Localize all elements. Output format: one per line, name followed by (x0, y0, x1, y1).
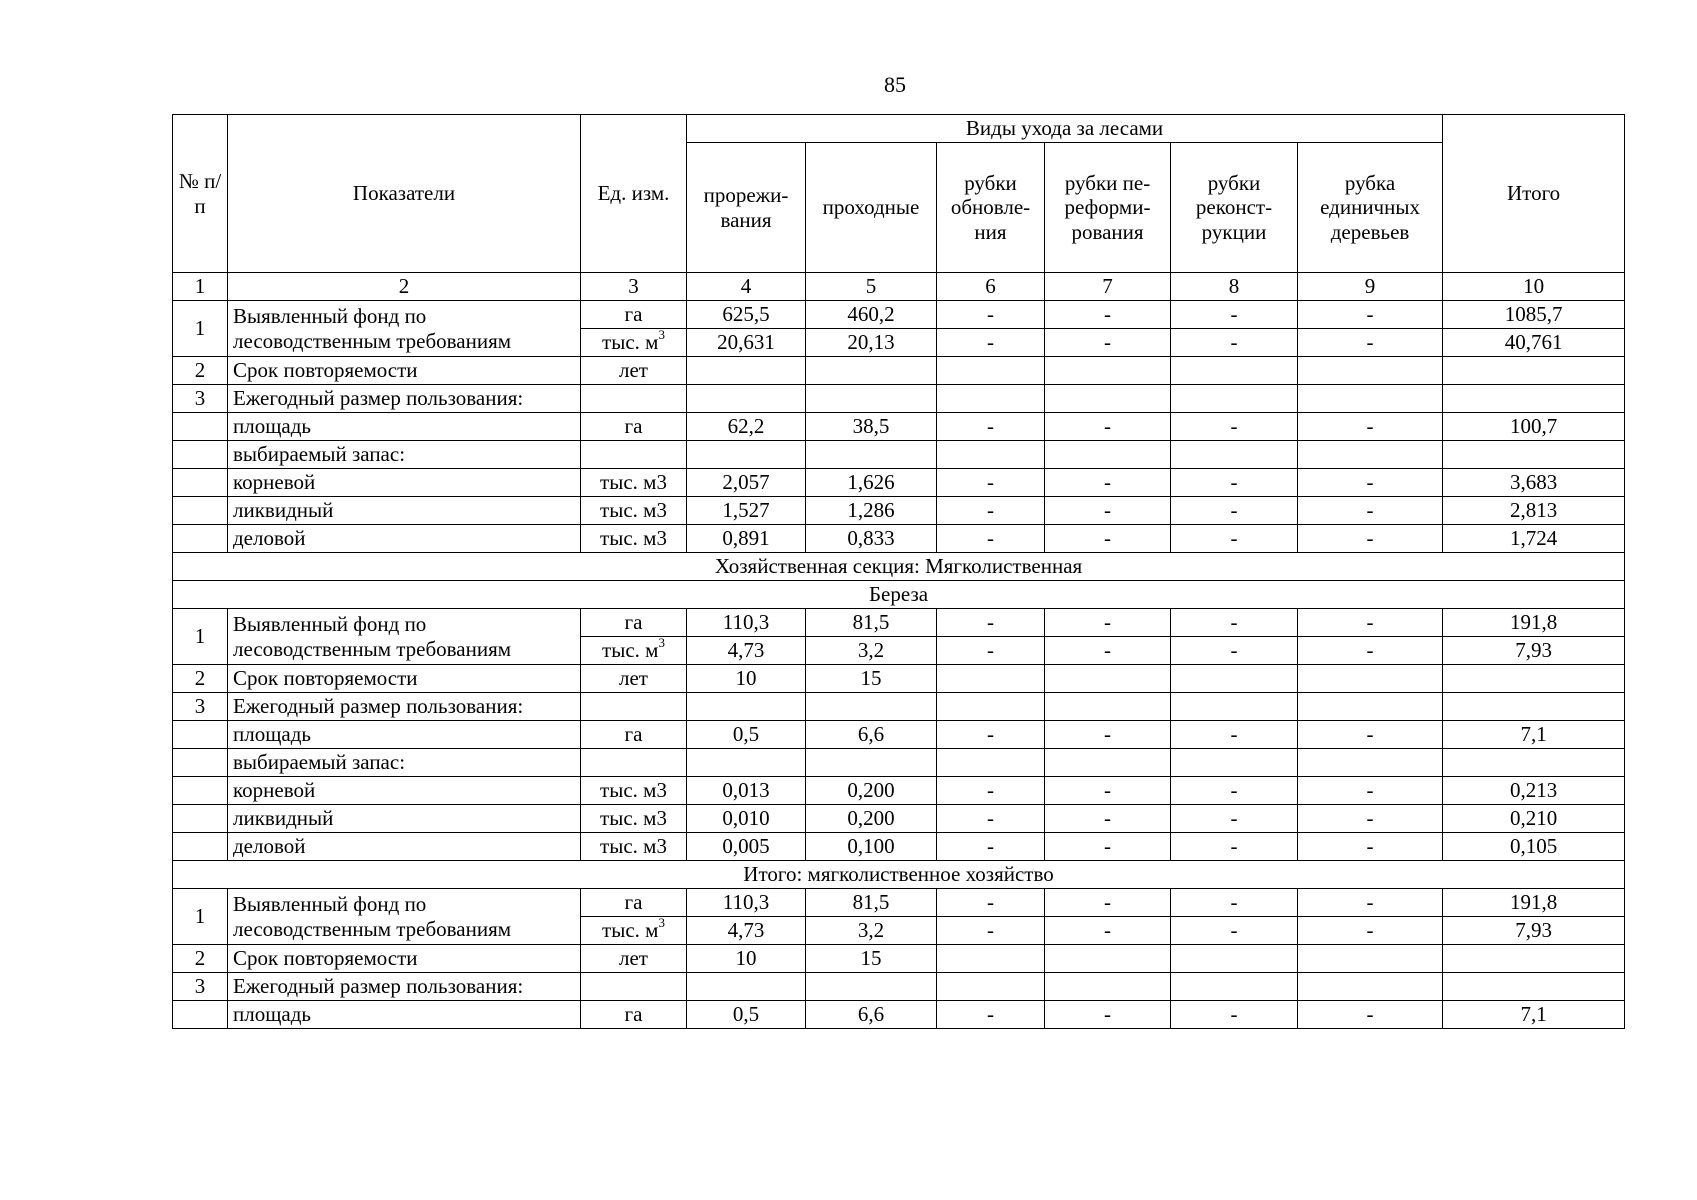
empty-cell (581, 385, 687, 413)
row-number (173, 525, 228, 553)
value-thinning: 0,013 (687, 777, 806, 805)
empty-cell (1171, 945, 1298, 973)
value-total: 1,724 (1443, 525, 1625, 553)
unit-cell: га (581, 889, 687, 917)
indicator-label: площадь (228, 721, 581, 749)
unit-cell: лет (581, 945, 687, 973)
empty-cell (687, 385, 806, 413)
value-passing: 0,100 (806, 833, 937, 861)
dash-cell: - (1045, 889, 1171, 917)
value-passing: 81,5 (806, 609, 937, 637)
dash-cell: - (1298, 889, 1443, 917)
fund-label-line1: Выявленный фонд по (233, 304, 427, 329)
fund-label-line1: Выявленный фонд по (233, 612, 427, 637)
area-row (173, 721, 1625, 749)
dash-cell: - (1298, 301, 1443, 329)
indicator-label (228, 609, 581, 665)
fund-row-ha (173, 889, 1625, 917)
dash-cell: - (937, 777, 1045, 805)
unit-cell: га (581, 301, 687, 329)
dash-cell: - (1298, 329, 1443, 357)
row-number (173, 441, 228, 469)
dash-cell: - (1045, 609, 1171, 637)
dash-cell: - (1045, 777, 1171, 805)
dash-cell: - (1171, 805, 1298, 833)
unit-cell: га (581, 413, 687, 441)
value-thinning: 62,2 (687, 413, 806, 441)
value-total: 3,683 (1443, 469, 1625, 497)
header-type-reformation: рубки пе-реформи-рования (1045, 143, 1171, 273)
value-thinning: 1,527 (687, 497, 806, 525)
dash-cell: - (1045, 497, 1171, 525)
dash-cell: - (1298, 721, 1443, 749)
empty-cell (1171, 973, 1298, 1001)
value-passing: 15 (806, 665, 937, 693)
dash-cell: - (1045, 525, 1171, 553)
period-row (173, 357, 1625, 385)
row-number (173, 1001, 228, 1029)
value-passing: 0,833 (806, 525, 937, 553)
unit-cell: лет (581, 357, 687, 385)
value-thinning: 0,5 (687, 721, 806, 749)
dash-cell: - (1045, 917, 1171, 945)
empty-cell (581, 973, 687, 1001)
dash-cell: - (1045, 805, 1171, 833)
annual-row (173, 973, 1625, 1001)
col-number: 1 (173, 273, 228, 301)
col-number: 3 (581, 273, 687, 301)
table-body (173, 115, 1625, 1029)
empty-cell (1045, 973, 1171, 1001)
unit-cell: га (581, 609, 687, 637)
col-number: 10 (1443, 273, 1625, 301)
row-number (173, 805, 228, 833)
value-total: 7,1 (1443, 1001, 1625, 1029)
root-row (173, 777, 1625, 805)
unit-superscript: 3 (658, 636, 665, 651)
section-subheading-row (173, 581, 1625, 609)
fund-row-ha (173, 301, 1625, 329)
value-passing: 38,5 (806, 413, 937, 441)
empty-cell (806, 973, 937, 1001)
value-thinning: 10 (687, 665, 806, 693)
value-passing: 0,200 (806, 805, 937, 833)
empty-cell (937, 749, 1045, 777)
fund-label-line2: лесоводственным требованиям (233, 916, 512, 941)
row-number: 3 (173, 973, 228, 1001)
value-passing: 81,5 (806, 889, 937, 917)
dash-cell: - (1171, 609, 1298, 637)
header-num: № п/п (173, 115, 228, 273)
row-number: 1 (173, 301, 228, 357)
value-total: 7,93 (1443, 637, 1625, 665)
annual-row (173, 385, 1625, 413)
dash-cell: - (1045, 469, 1171, 497)
indicator-label: Срок повторяемости (228, 357, 581, 385)
dash-cell: - (1171, 469, 1298, 497)
empty-cell (1298, 385, 1443, 413)
dash-cell: - (1045, 1001, 1171, 1029)
empty-cell (687, 973, 806, 1001)
value-thinning: 4,73 (687, 637, 806, 665)
header-type-reconstruction: рубки реконст-рукции (1171, 143, 1298, 273)
value-total: 7,1 (1443, 721, 1625, 749)
row-number: 2 (173, 357, 228, 385)
area-row (173, 413, 1625, 441)
value-thinning: 0,005 (687, 833, 806, 861)
indicator-label: Срок повторяемости (228, 945, 581, 973)
dash-cell: - (1298, 413, 1443, 441)
unit-thous-m3 (602, 330, 665, 354)
value-total: 191,8 (1443, 609, 1625, 637)
liquid-row (173, 805, 1625, 833)
dash-cell: - (1171, 833, 1298, 861)
unit-superscript: 3 (658, 328, 665, 343)
row-number: 3 (173, 385, 228, 413)
value-thinning (687, 357, 806, 385)
indicator-label: площадь (228, 1001, 581, 1029)
dash-cell: - (937, 413, 1045, 441)
empty-cell (1298, 945, 1443, 973)
value-thinning: 110,3 (687, 889, 806, 917)
section-heading-row (173, 861, 1625, 889)
dash-cell: - (937, 469, 1045, 497)
dash-cell: - (1171, 889, 1298, 917)
business-row (173, 833, 1625, 861)
empty-cell (1045, 749, 1171, 777)
col-number: 2 (228, 273, 581, 301)
dash-cell: - (937, 1001, 1045, 1029)
value-passing: 1,286 (806, 497, 937, 525)
value-total: 2,813 (1443, 497, 1625, 525)
empty-cell (1443, 357, 1625, 385)
empty-cell (1443, 441, 1625, 469)
dash-cell: - (1045, 413, 1171, 441)
business-row (173, 525, 1625, 553)
indicator-label: Ежегодный размер пользования: (228, 693, 581, 721)
empty-cell (937, 693, 1045, 721)
dash-cell: - (937, 833, 1045, 861)
unit-thous-m3 (602, 638, 665, 662)
empty-cell (1171, 441, 1298, 469)
indicator-label: ликвидный (228, 497, 581, 525)
row-number (173, 497, 228, 525)
dash-cell: - (1171, 525, 1298, 553)
value-total: 0,213 (1443, 777, 1625, 805)
value-passing: 1,626 (806, 469, 937, 497)
indicator-label (228, 301, 581, 357)
value-total: 7,93 (1443, 917, 1625, 945)
liquid-row (173, 497, 1625, 525)
row-number (173, 833, 228, 861)
value-thinning: 4,73 (687, 917, 806, 945)
row-number (173, 749, 228, 777)
empty-cell (1045, 357, 1171, 385)
value-thinning: 0,010 (687, 805, 806, 833)
indicator-label: выбираемый запас: (228, 749, 581, 777)
empty-cell (806, 693, 937, 721)
value-thinning: 0,5 (687, 1001, 806, 1029)
forest-care-table (172, 114, 1625, 1029)
period-row (173, 945, 1625, 973)
empty-cell (1443, 665, 1625, 693)
indicator-label: деловой (228, 525, 581, 553)
value-total: 0,210 (1443, 805, 1625, 833)
unit-cell (581, 329, 687, 357)
root-row (173, 469, 1625, 497)
section-heading-row (173, 553, 1625, 581)
section-heading: Итого: мягколиственное хозяйство (173, 861, 1625, 889)
dash-cell: - (937, 637, 1045, 665)
col-number: 6 (937, 273, 1045, 301)
value-passing: 3,2 (806, 637, 937, 665)
dash-cell: - (937, 805, 1045, 833)
header-row (173, 115, 1625, 143)
empty-cell (1171, 665, 1298, 693)
value-total: 0,105 (1443, 833, 1625, 861)
dash-cell: - (1171, 721, 1298, 749)
empty-cell (1298, 441, 1443, 469)
row-number (173, 413, 228, 441)
row-number (173, 721, 228, 749)
empty-cell (937, 945, 1045, 973)
indicator-label: выбираемый запас: (228, 441, 581, 469)
value-thinning: 625,5 (687, 301, 806, 329)
section-subheading: Береза (173, 581, 1625, 609)
dash-cell: - (937, 301, 1045, 329)
value-passing: 0,200 (806, 777, 937, 805)
unit-text: тыс. м (602, 638, 659, 663)
value-passing: 3,2 (806, 917, 937, 945)
unit-cell: тыс. м3 (581, 805, 687, 833)
header-type-single-trees: рубка единичных деревьев (1298, 143, 1443, 273)
empty-cell (1443, 749, 1625, 777)
dash-cell: - (1298, 833, 1443, 861)
dash-cell: - (937, 917, 1045, 945)
dash-cell: - (1298, 469, 1443, 497)
unit-text: тыс. м (602, 918, 659, 943)
indicator-label (228, 889, 581, 945)
empty-cell (806, 385, 937, 413)
unit-text: тыс. м (602, 330, 659, 355)
column-numbers-row (173, 273, 1625, 301)
header-type-passing: проходные (806, 143, 937, 273)
value-total: 1085,7 (1443, 301, 1625, 329)
header-care-types: Виды ухода за лесами (687, 115, 1443, 143)
value-thinning: 20,631 (687, 329, 806, 357)
empty-cell (687, 441, 806, 469)
unit-cell: лет (581, 665, 687, 693)
empty-cell (1171, 357, 1298, 385)
area-row (173, 1001, 1625, 1029)
indicator-label: корневой (228, 777, 581, 805)
unit-cell (581, 917, 687, 945)
value-passing (806, 357, 937, 385)
dash-cell: - (937, 609, 1045, 637)
row-number (173, 777, 228, 805)
unit-cell (581, 637, 687, 665)
empty-cell (1045, 945, 1171, 973)
value-total: 40,761 (1443, 329, 1625, 357)
value-thinning: 2,057 (687, 469, 806, 497)
unit-cell: тыс. м3 (581, 777, 687, 805)
empty-cell (581, 693, 687, 721)
dash-cell: - (1298, 637, 1443, 665)
empty-cell (581, 749, 687, 777)
empty-cell (1298, 665, 1443, 693)
dash-cell: - (937, 497, 1045, 525)
empty-cell (1045, 693, 1171, 721)
empty-cell (937, 357, 1045, 385)
dash-cell: - (1171, 637, 1298, 665)
empty-cell (1443, 945, 1625, 973)
fund-label-line1: Выявленный фонд по (233, 892, 427, 917)
dash-cell: - (1045, 301, 1171, 329)
dash-cell: - (1171, 917, 1298, 945)
unit-cell: тыс. м3 (581, 833, 687, 861)
indicator-label: ликвидный (228, 805, 581, 833)
value-total: 100,7 (1443, 413, 1625, 441)
indicator-label: деловой (228, 833, 581, 861)
dash-cell: - (1171, 329, 1298, 357)
dash-cell: - (1171, 301, 1298, 329)
value-thinning: 10 (687, 945, 806, 973)
annual-row (173, 693, 1625, 721)
header-type-renewal: рубки обновле-ния (937, 143, 1045, 273)
empty-cell (1298, 693, 1443, 721)
dash-cell: - (1045, 637, 1171, 665)
unit-cell: га (581, 1001, 687, 1029)
indicator-label: Срок повторяемости (228, 665, 581, 693)
empty-cell (1443, 385, 1625, 413)
indicator-label: Ежегодный размер пользования: (228, 385, 581, 413)
dash-cell: - (1045, 833, 1171, 861)
unit-cell: тыс. м3 (581, 525, 687, 553)
empty-cell (1298, 973, 1443, 1001)
value-total: 191,8 (1443, 889, 1625, 917)
empty-cell (1443, 693, 1625, 721)
indicator-label: площадь (228, 413, 581, 441)
value-passing: 15 (806, 945, 937, 973)
fund-label-line2: лесоводственным требованиям (233, 636, 512, 661)
header-type-thinning: прорежи-вания (687, 143, 806, 273)
empty-cell (1171, 385, 1298, 413)
col-number: 8 (1171, 273, 1298, 301)
value-passing: 460,2 (806, 301, 937, 329)
empty-cell (1045, 441, 1171, 469)
row-number: 3 (173, 693, 228, 721)
page-number: 85 (884, 72, 906, 97)
empty-cell (937, 973, 1045, 1001)
indicator-label: корневой (228, 469, 581, 497)
empty-cell (1298, 357, 1443, 385)
dash-cell: - (1171, 777, 1298, 805)
dash-cell: - (1298, 497, 1443, 525)
row-number: 1 (173, 609, 228, 665)
empty-cell (1171, 749, 1298, 777)
dash-cell: - (1298, 777, 1443, 805)
unit-cell: га (581, 721, 687, 749)
value-passing: 20,13 (806, 329, 937, 357)
stock-row (173, 749, 1625, 777)
dash-cell: - (1171, 1001, 1298, 1029)
dash-cell: - (1298, 609, 1443, 637)
empty-cell (687, 749, 806, 777)
indicator-label: Ежегодный размер пользования: (228, 973, 581, 1001)
dash-cell: - (1298, 1001, 1443, 1029)
section-heading: Хозяйственная секция: Мягколиственная (173, 553, 1625, 581)
empty-cell (1045, 665, 1171, 693)
dash-cell: - (1045, 721, 1171, 749)
empty-cell (806, 441, 937, 469)
dash-cell: - (1298, 525, 1443, 553)
dash-cell: - (1298, 917, 1443, 945)
empty-cell (581, 441, 687, 469)
value-passing: 6,6 (806, 721, 937, 749)
row-number: 1 (173, 889, 228, 945)
empty-cell (1045, 385, 1171, 413)
fund-row-ha (173, 609, 1625, 637)
unit-superscript: 3 (658, 916, 665, 931)
empty-cell (1298, 749, 1443, 777)
value-thinning: 0,891 (687, 525, 806, 553)
header-indicators: Показатели (228, 115, 581, 273)
row-number: 2 (173, 945, 228, 973)
period-row (173, 665, 1625, 693)
unit-cell: тыс. м3 (581, 469, 687, 497)
col-number: 5 (806, 273, 937, 301)
header-total: Итого (1443, 115, 1625, 273)
col-number: 7 (1045, 273, 1171, 301)
row-number (173, 469, 228, 497)
empty-cell (806, 749, 937, 777)
dash-cell: - (1298, 805, 1443, 833)
header-unit: Ед. изм. (581, 115, 687, 273)
value-thinning: 110,3 (687, 609, 806, 637)
row-number: 2 (173, 665, 228, 693)
dash-cell: - (1171, 497, 1298, 525)
dash-cell: - (1171, 413, 1298, 441)
value-passing: 6,6 (806, 1001, 937, 1029)
dash-cell: - (1045, 329, 1171, 357)
empty-cell (687, 693, 806, 721)
col-number: 9 (1298, 273, 1443, 301)
empty-cell (1171, 693, 1298, 721)
dash-cell: - (937, 721, 1045, 749)
empty-cell (937, 385, 1045, 413)
empty-cell (937, 441, 1045, 469)
fund-label-line2: лесоводственным требованиям (233, 328, 512, 353)
dash-cell: - (937, 525, 1045, 553)
empty-cell (937, 665, 1045, 693)
empty-cell (1443, 973, 1625, 1001)
dash-cell: - (937, 889, 1045, 917)
unit-thous-m3 (602, 918, 665, 942)
dash-cell: - (937, 329, 1045, 357)
unit-cell: тыс. м3 (581, 497, 687, 525)
col-number: 4 (687, 273, 806, 301)
stock-row (173, 441, 1625, 469)
